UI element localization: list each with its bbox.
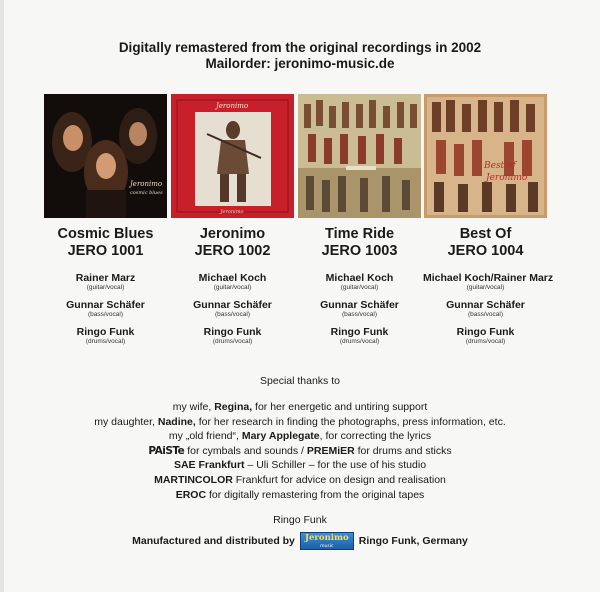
album-title: Time Ride [324, 226, 395, 242]
thanks-line-sponsors [0, 444, 600, 459]
member [43, 326, 168, 346]
thanks-heading: Special thanks to [260, 375, 340, 387]
album-best-of [423, 226, 554, 353]
cover-best-of [424, 94, 547, 218]
name-eroc: EROC [175, 488, 207, 501]
band-photo-icon [44, 94, 167, 218]
album-jeronimo [170, 226, 295, 353]
member [297, 299, 422, 319]
catalog-number: JERO 1002 [194, 243, 271, 259]
svg-text:Jeronimo: Jeronimo [130, 180, 163, 188]
member-role: (bass/vocal) [214, 311, 251, 318]
name-martincolor: MARTINCOLOR [154, 473, 233, 486]
member [43, 299, 168, 319]
member [297, 272, 422, 292]
text: , for correcting the lyrics [319, 430, 432, 443]
member-name: Gunnar Schäfer [446, 299, 525, 311]
member-name: Rainer Marz [75, 272, 136, 284]
text: Frankfurt for advice on design and realisation [232, 473, 446, 486]
member-role: (guitar/vocal) [466, 284, 505, 291]
member [170, 326, 295, 346]
text: for her research in finding the photographs, press information, etc. [195, 415, 506, 428]
catalog-number: JERO 1004 [447, 243, 524, 259]
special-thanks [0, 374, 600, 527]
distribution-text: Manufactured and distributed by [132, 534, 295, 547]
name-nadine: Nadine, [157, 415, 196, 428]
catalog-number: JERO 1001 [67, 243, 144, 259]
member-name: Ringo Funk [456, 326, 515, 338]
mailorder-line: Mailorder: jeronimo-music.de [205, 56, 395, 71]
cover-time-ride [298, 94, 421, 218]
native-chief-icon [171, 94, 294, 218]
member-role: (bass/vocal) [341, 311, 378, 318]
name-sae-frankfurt: SAE Frankfurt [173, 459, 245, 472]
catalog-number: JERO 1003 [321, 243, 398, 259]
member-role: (drums/vocal) [465, 338, 506, 345]
distribution-line [0, 532, 600, 550]
tribal-group-icon [424, 94, 547, 218]
jeronimo-logo-icon [300, 532, 354, 550]
member-name: Gunnar Schäfer [66, 299, 145, 311]
thanks-line-eroc [0, 488, 600, 503]
svg-text:Jeronimo: Jeronimo [486, 173, 528, 183]
thanks-line-martincolor [0, 473, 600, 488]
distributor-name: Ringo Funk, Germany [358, 534, 468, 547]
paiste-logo: PAiSTe [148, 444, 185, 457]
name-mary-applegate: Mary Applegate [241, 430, 320, 443]
member [170, 272, 295, 292]
header [0, 40, 600, 72]
member-name: Michael Koch/Rainer Marz [423, 272, 554, 284]
text: for cymbals and sounds / [184, 444, 307, 457]
logo-text: Jeronimo [305, 533, 349, 543]
text: my daughter, [94, 415, 158, 428]
cover-cosmic-blues [44, 94, 167, 218]
album-cosmic-blues [43, 226, 168, 353]
member-name: Gunnar Schäfer [193, 299, 272, 311]
member-name: Michael Koch [325, 272, 394, 284]
album-title: Best Of [459, 226, 512, 242]
svg-text:Jeronimo: Jeronimo [220, 209, 244, 215]
member-role: (guitar/vocal) [340, 284, 379, 291]
member-role: (drums/vocal) [339, 338, 380, 345]
cover-jeronimo [171, 94, 294, 218]
member [170, 299, 295, 319]
signoff: Ringo Funk [273, 514, 327, 527]
member-role: (bass/vocal) [467, 311, 504, 318]
text: my „old friend“, [168, 430, 242, 443]
album-time-ride [297, 226, 422, 353]
thanks-line-friend [0, 429, 600, 444]
text: – Uli Schiller – for the use of his studio [244, 459, 427, 472]
thanks-line-daughter [0, 415, 600, 430]
member [423, 326, 548, 346]
member [423, 272, 554, 292]
text: my wife, [172, 401, 215, 413]
name-regina: Regina, [214, 401, 253, 413]
member-role: (guitar/vocal) [213, 284, 252, 291]
member [43, 272, 168, 292]
member [423, 299, 548, 319]
member-role: (drums/vocal) [212, 338, 253, 345]
premier-logo: PREMiER [306, 444, 355, 457]
svg-text:cosmic blues: cosmic blues [130, 190, 163, 196]
logo-subtext: music [320, 544, 334, 549]
member-name: Ringo Funk [76, 326, 135, 338]
member-name: Ringo Funk [330, 326, 389, 338]
svg-text:Best of: Best of [484, 161, 516, 171]
text: for her energetic and untiring support [252, 401, 428, 413]
tribal-painting-icon [298, 94, 421, 218]
album-title: Jeronimo [199, 226, 266, 242]
text: for digitally remastering from the original tapes [206, 488, 425, 501]
member-name: Michael Koch [198, 272, 267, 284]
album-covers [44, 94, 547, 218]
member-role: (drums/vocal) [85, 338, 126, 345]
member-name: Gunnar Schäfer [320, 299, 399, 311]
member [297, 326, 422, 346]
thanks-line-wife [0, 400, 600, 415]
svg-text:Jeronimo: Jeronimo [215, 102, 249, 110]
text: for drums and sticks [354, 444, 452, 457]
remaster-note: Digitally remastered from the original recordings in 2002 [118, 40, 482, 55]
member-role: (bass/vocal) [87, 311, 124, 318]
thanks-line-sae [0, 458, 600, 473]
album-title: Cosmic Blues [57, 226, 154, 242]
member-name: Ringo Funk [203, 326, 262, 338]
member-role: (guitar/vocal) [86, 284, 125, 291]
